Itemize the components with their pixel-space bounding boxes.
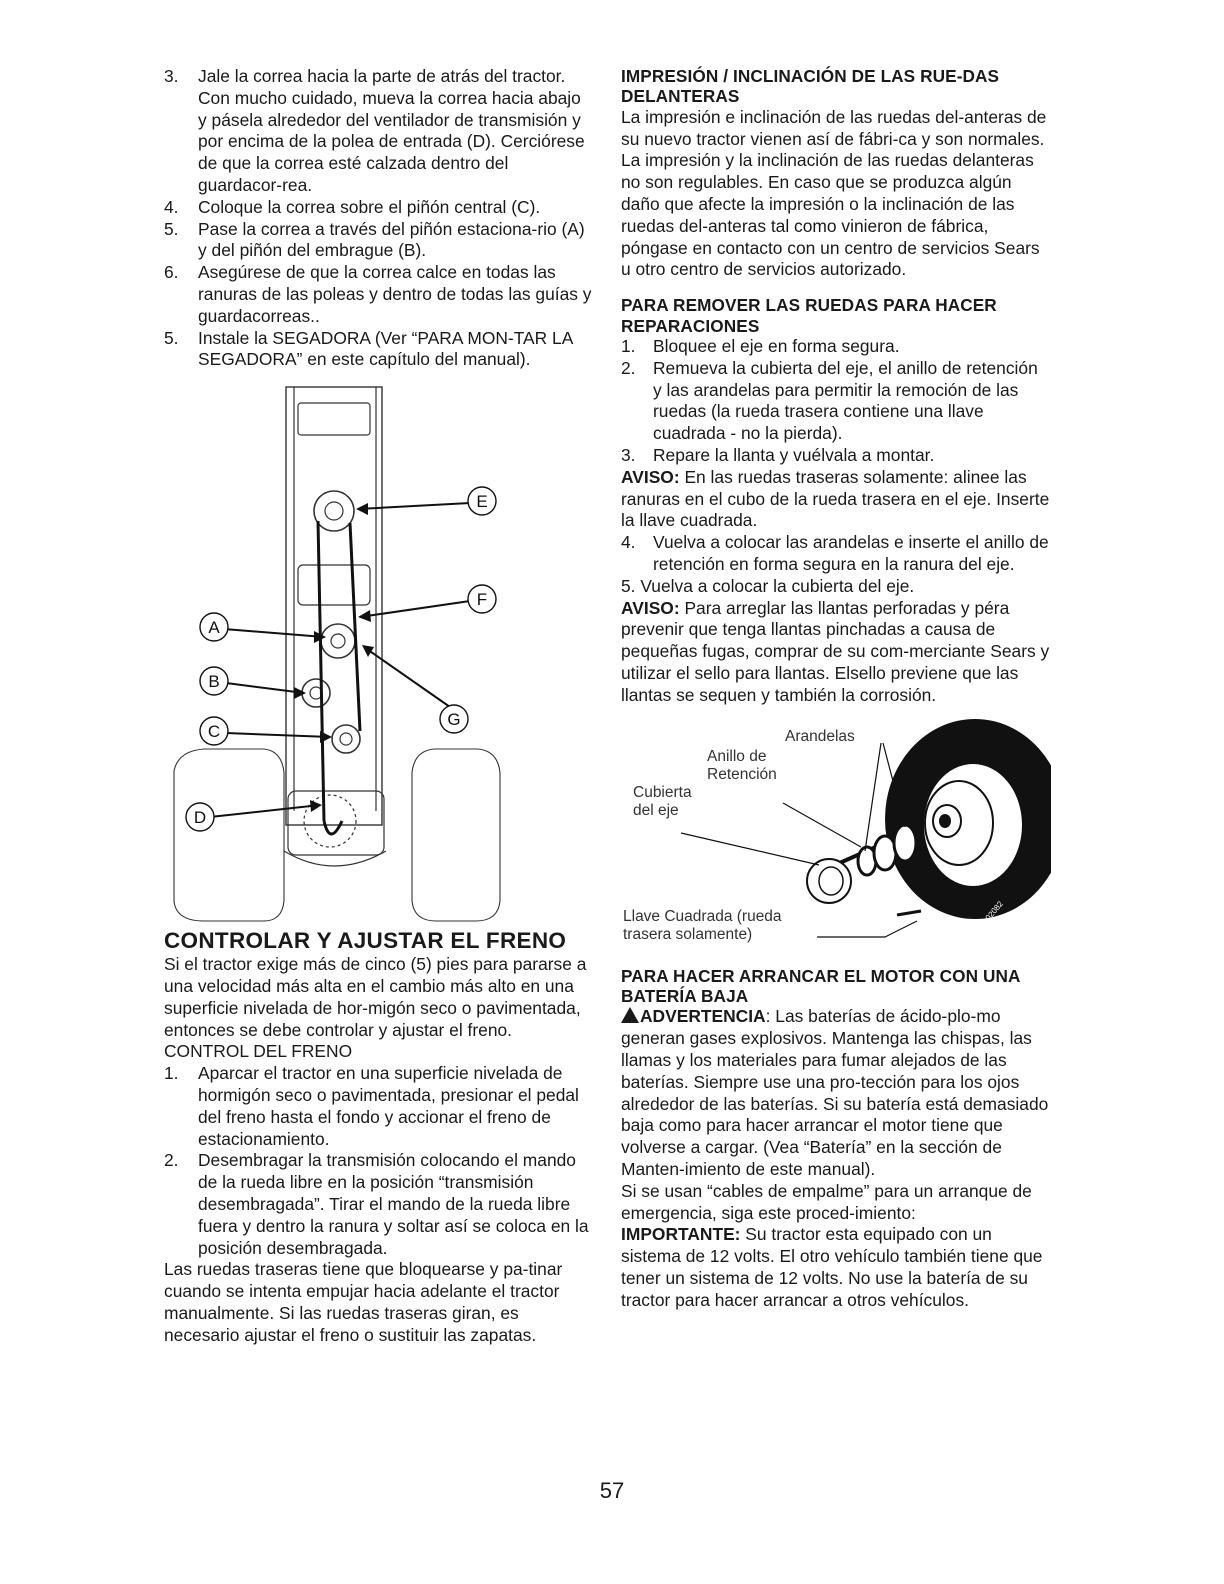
label-anillo-2: Retención <box>707 765 777 783</box>
battery-warning: ADVERTENCIA: Las baterías de ácido-plo-mo generan gases explosivos. Mantenga las chispas, las llamas y los materiales para fumar alejados de las baterías. Siempre use una pro-tección para los ojos alrededor de las baterías. Si su batería está demasiado baja como para hacer arrancar el motor tiene que volverse a cargar. (Vea “Batería” en la sección de Manten-imiento de este manual). <box>621 1006 1049 1179</box>
callout-c: C <box>207 722 221 742</box>
notice-2: AVISO: Para arreglar las llantas perforadas y péra prevenir que tenga llantas pinchadas a causa de pequeñas fugas, comprar de su com-merciante Sears y utilizar el sello para llantas. Elsello previene que las llantas se sequen y también la corrosión. <box>621 597 1050 705</box>
callout-g: G <box>447 710 461 730</box>
label-llave-1: Llave Cuadrada (rueda <box>623 907 782 925</box>
step-5: 5. Vuelva a colocar la cubierta del eje. <box>621 575 915 596</box>
belt-diagram-svg <box>164 381 594 929</box>
list-item: 6. Asegúrese de que la correa calce en todas las ranuras de las poleas y dentro de todas las guías y guardacorreas.. <box>164 262 592 326</box>
callout-b: B <box>208 672 220 692</box>
wheel-removal-steps <box>621 336 1051 467</box>
list-item: 4. Coloque la correa sobre el piñón central (C). <box>164 196 541 217</box>
brake-heading: CONTROLAR Y AJUSTAR EL FRENO <box>164 928 567 954</box>
label-cubierta-1: Cubierta <box>633 783 692 801</box>
callout-d: D <box>193 808 207 828</box>
list-item: 1. Aparcar el tractor en una superficie nivelada de hormigón seco o pavimentada, presionar el pedal del freno hasta el fondo y accionar el freno de estacionamiento. <box>164 1063 579 1149</box>
list-item: 5. Pase la correa a través del piñón estaciona-rio (A) y del piñón del embrague (B). <box>164 218 585 261</box>
brake-intro: Si el tractor exige más de cinco (5) pies para pararse a una velocidad más alta en el cambio más alto en una superficie nivelada de hor-migón seco o pavimentada, entonces se debe controlar y ajustar el freno. <box>164 954 587 1040</box>
figure-code: 02082 <box>983 899 1005 922</box>
list-item: 5. Instale la SEGADORA (Ver “PARA MON-TAR LA SEGADORA” en este capítulo del manual). <box>164 327 573 370</box>
important-note: IMPORTANTE: Su tractor esta equipado con un sistema de 12 volts. El otro vehículo también tiene que tener un sistema de 12 volts. No use la batería de su tractor para hacer arrancar a otros vehículos. <box>621 1224 1043 1310</box>
brake-closing: Las ruedas traseras tiene que bloquearse y pa-tinar cuando se intenta empujar hacia adelante el tractor manualmente. Si las ruedas traseras giran, es necesario ajustar el freno o sustituir las zapatas. <box>164 1259 563 1345</box>
wheel-diagram <box>621 715 1051 956</box>
toe-heading: IMPRESIÓN / INCLINACIÓN DE LAS RUE-DAS DELANTERAS <box>621 66 1000 107</box>
warning-icon <box>621 1007 639 1023</box>
brake-subheading: CONTROL DEL FRENO <box>164 1041 353 1062</box>
brake-steps <box>164 1063 594 1259</box>
list-item: 3. Repare la llanta y vuélvala a montar. <box>621 444 935 465</box>
label-llave-2: trasera solamente) <box>623 925 753 943</box>
callout-f: F <box>476 590 488 610</box>
page-number: 57 <box>599 1478 625 1503</box>
list-item: 2. Remueva la cubierta del eje, el anillo de retención y las arandelas para permitir la remoción de las ruedas (la rueda trasera contiene una llave cuadrada - no la pierda). <box>621 357 1038 444</box>
belt-install-steps <box>164 66 594 371</box>
wheel-diagram-svg <box>621 715 1051 951</box>
notice-1: AVISO: En las ruedas traseras solamente: alinee las ranuras en el cubo de la rueda trasera en el eje. Inserte la llave cuadrada. <box>621 466 1050 531</box>
toe-text: La impresión e inclinación de las ruedas del-anteras de su nuevo tractor vienen así de fábri-ca y son normales. La impresión y la inclinación de las ruedas delanteras no son regulables. En caso que se produzca algún daño que afecte la impresión o la inclinación de las ruedas del-anteras tal como vinieron de fábrica, póngase en contacto con un centro de servicios Sears u otro centro de servicios autorizado. <box>621 106 1047 280</box>
list-item: 3. Jale la correa hacia la parte de atrás del tractor. Con mucho cuidado, mueva la correa hacia abajo y pásela alrededor del ventilador de transmisión y por encima de la polea de entrada (D). Cerciórese de que la correa esté calzada dentro del guardacor-rea. <box>164 66 585 195</box>
wheel-removal-steps-cont <box>621 532 1051 576</box>
list-item: 4. Vuelva a colocar las arandelas e inserte el anillo de retención en forma segura en la ranura del eje. <box>621 532 1049 574</box>
callout-a: A <box>208 618 220 638</box>
wheels-heading: PARA REMOVER LAS RUEDAS PARA HACER REPARACIONES <box>621 295 997 336</box>
label-anillo-1: Anillo de <box>707 747 767 765</box>
label-cubierta-2: del eje <box>633 801 679 819</box>
callout-e: E <box>476 492 488 512</box>
list-item: 1. Bloquee el eje en forma segura. <box>621 336 900 356</box>
label-arandelas: Arandelas <box>785 727 855 745</box>
belt-diagram <box>164 381 594 934</box>
list-item: 2. Desembragar la transmisión colocando el mando de la rueda libre en la posición “transmisión desembragada”. Tirar el mando de la rueda libre fuera y dentro la ranura y soltar así se coloca en la posición desembragada. <box>164 1150 589 1258</box>
battery-heading: PARA HACER ARRANCAR EL MOTOR CON UNA BATERÍA BAJA <box>621 965 1020 1006</box>
jumper-text: Si se usan “cables de empalme” para un arranque de emergencia, siga este proced-imiento: <box>621 1180 1032 1223</box>
left-column <box>164 66 594 1347</box>
right-column <box>621 66 1051 1312</box>
